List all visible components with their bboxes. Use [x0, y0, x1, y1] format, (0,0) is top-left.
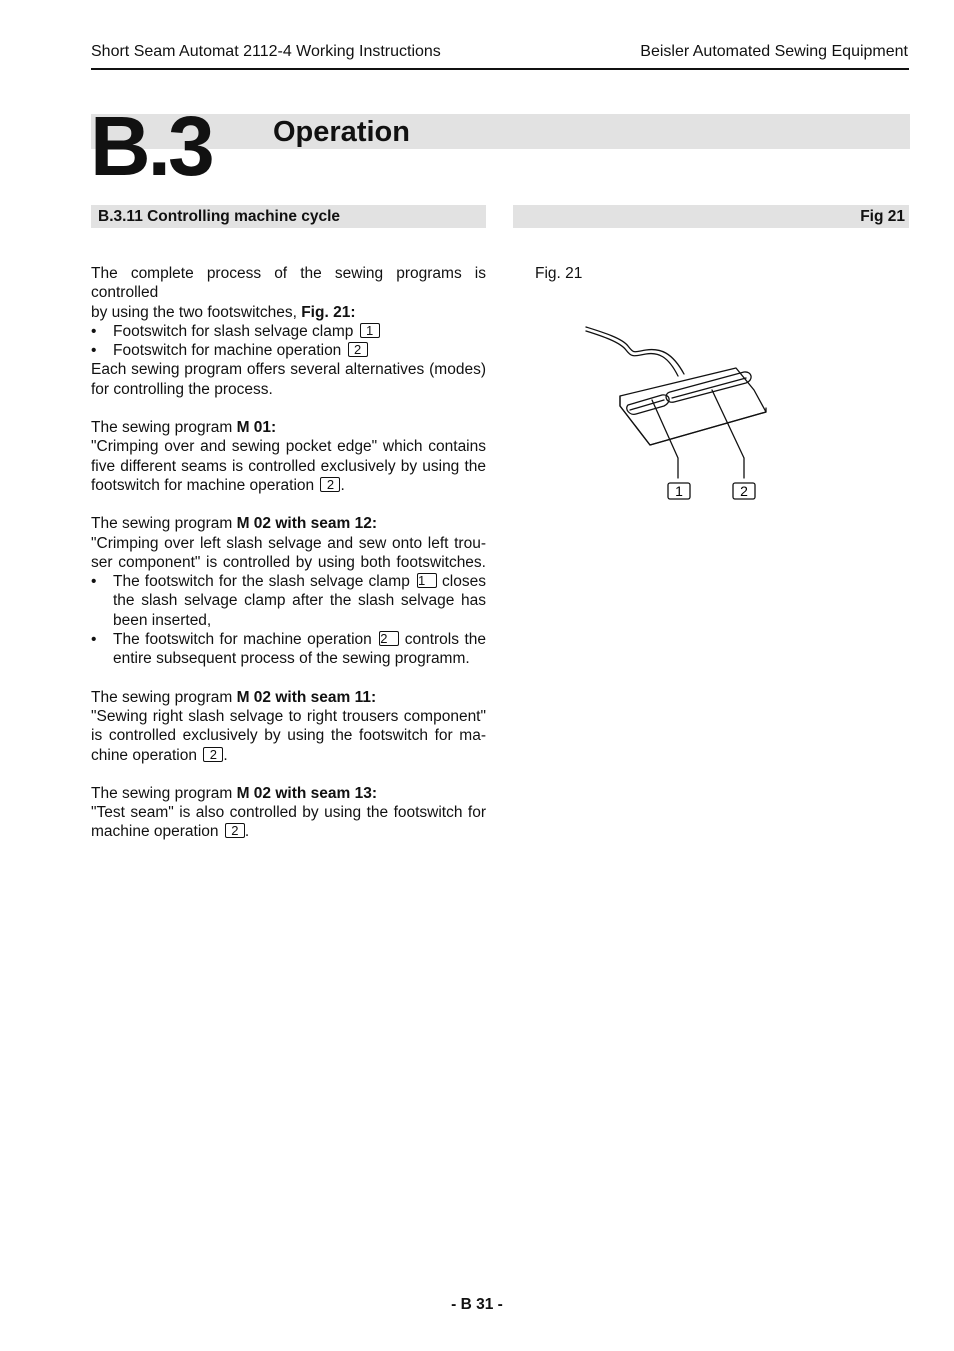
text-line: [91, 476, 486, 495]
section-number: B.3: [90, 99, 212, 193]
figure-bar: [513, 205, 909, 228]
text: by using the two footswitches,: [91, 303, 302, 321]
cable: [586, 327, 684, 374]
text-line: ser component" is controlled by using both footswitches.: [91, 553, 486, 571]
text-line: [91, 746, 486, 765]
text: The sewing program: [91, 784, 237, 802]
text: footswitch for machine operation: [91, 476, 315, 494]
bullet-text: Footswitch for slash selvage clamp: [113, 322, 354, 340]
text: The footswitch for the slash selvage clamp: [113, 573, 410, 591]
page-number: - B 31 -: [451, 1296, 503, 1313]
callout-label-2: 2: [740, 483, 748, 499]
section-title: Operation: [273, 116, 410, 148]
text-line: for controlling the process.: [91, 380, 273, 398]
spacer: [91, 399, 486, 418]
text: .: [244, 823, 250, 841]
program-heading: [91, 688, 486, 707]
bullet-dot: •: [91, 322, 97, 340]
fig-ref: Fig. 21:: [301, 303, 356, 321]
text-line: [113, 572, 486, 591]
pedal-1-edge: [630, 400, 664, 410]
leader-line-2: [712, 390, 744, 478]
callout-label-1: 1: [675, 483, 683, 499]
program-heading: [91, 784, 486, 803]
text-line: "Test seam" is also controlled by using the footswitch for: [91, 804, 486, 822]
text-line: "Crimping over and sewing pocket edge" which contains: [91, 438, 486, 456]
text-line: is controlled exclusively by using the footswitch for ma-: [91, 727, 486, 745]
text-line: entire subsequent process of the sewing programm.: [113, 650, 470, 668]
bullet-item: [91, 322, 486, 341]
text-line: "Sewing right slash selvage to right trousers component": [91, 707, 486, 725]
callout-box: 2: [379, 631, 399, 646]
text: chine operation: [91, 746, 197, 764]
text: controls the: [399, 631, 486, 649]
text-line: Each sewing program offers several alternatives (modes): [91, 361, 486, 379]
bullet-text: Footswitch for machine operation: [113, 342, 342, 360]
spacer: [91, 495, 486, 514]
bullet-item: [91, 630, 486, 669]
housing-front: [620, 396, 766, 445]
figure-caption: Fig. 21: [535, 265, 583, 282]
text: machine operation: [91, 823, 219, 841]
program-id: M 02 with seam 13:: [236, 784, 378, 802]
text: .: [340, 476, 345, 494]
callout-box: 1: [417, 573, 437, 588]
program-id: M 01:: [236, 419, 277, 437]
text: The sewing program: [91, 688, 237, 706]
text-line: five different seams is controlled exclusively by using the: [91, 457, 486, 475]
header-doc-title: Short Seam Automat 2112-4 Working Instructions: [91, 43, 441, 60]
bullet-item: [91, 572, 486, 630]
section-band: [91, 114, 910, 149]
text-line: [91, 822, 486, 841]
program-heading: [91, 514, 486, 533]
callout-box: 2: [320, 477, 340, 492]
text: The sewing program: [91, 419, 237, 437]
bullet-dot: •: [91, 573, 97, 591]
intro-line: [91, 303, 486, 322]
callout-box: 2: [203, 747, 223, 762]
text: The footswitch for machine operation: [113, 631, 372, 649]
bullet-item: [91, 341, 486, 360]
intro-line: The complete process of the sewing programs is controlled: [91, 265, 486, 302]
text-line: [113, 630, 486, 649]
leader-line-1: [652, 400, 678, 478]
figure-tag: Fig 21: [860, 208, 905, 225]
program-heading: [91, 418, 486, 437]
subsection-title: B.3.11 Controlling machine cycle: [98, 208, 341, 225]
callout-box: 2: [225, 823, 245, 838]
text: .: [223, 746, 228, 764]
body-text: [91, 264, 486, 842]
header-rule: [91, 68, 909, 70]
bullet-dot: •: [91, 631, 97, 649]
callout-box: 1: [360, 323, 380, 338]
program-id: M 02 with seam 11:: [236, 688, 377, 706]
text-line: been inserted,: [113, 611, 212, 629]
cable-edge: [586, 331, 678, 376]
pedal-2: [666, 372, 751, 402]
spacer: [91, 765, 486, 784]
text-line: the slash selvage clamp after the slash selvage has: [113, 592, 486, 610]
spacer: [91, 669, 486, 688]
text: The sewing program: [91, 515, 237, 533]
header-company: Beisler Automated Sewing Equipment: [640, 43, 908, 60]
text: closes: [436, 573, 486, 591]
callout-box: 2: [348, 342, 368, 357]
program-id: M 02 with seam 12:: [236, 515, 378, 533]
bullet-dot: •: [91, 342, 97, 360]
footswitch-illustration: [560, 310, 790, 510]
text-line: "Crimping over left slash selvage and sew onto left trou-: [91, 534, 486, 552]
